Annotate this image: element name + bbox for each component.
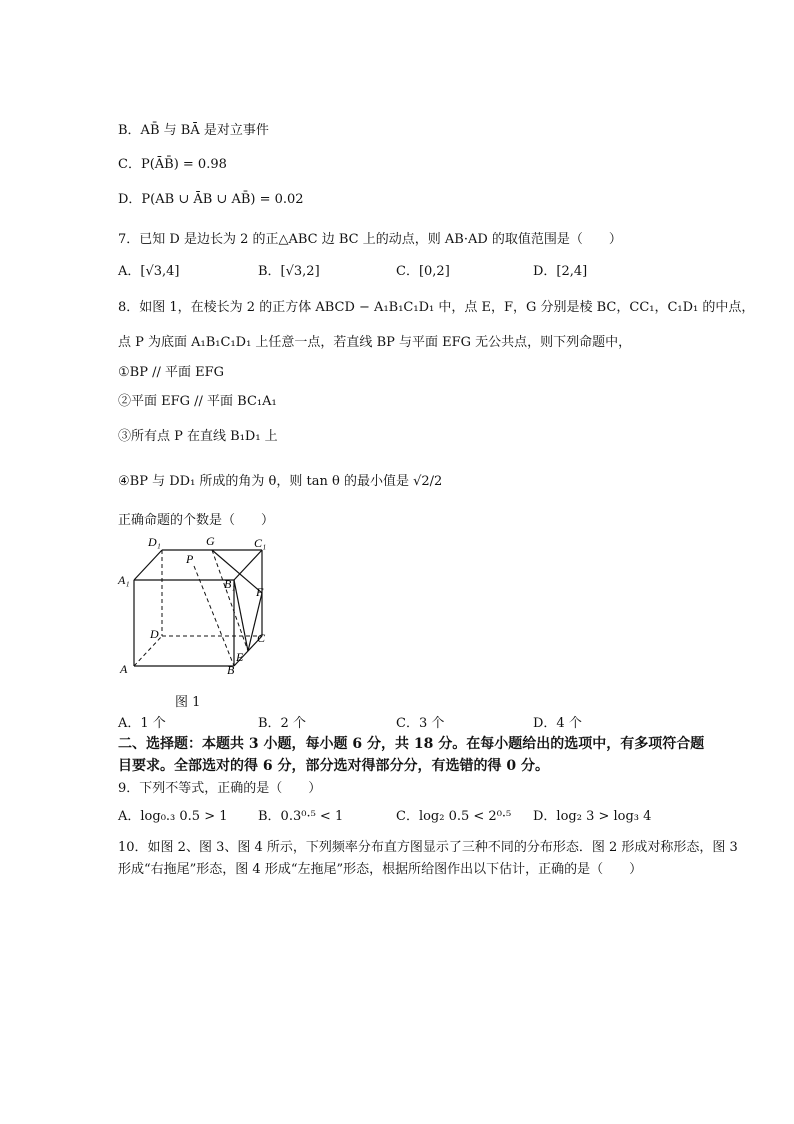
- label-g: G: [206, 534, 215, 548]
- q8-option-a: A．1 个: [118, 716, 166, 731]
- label-d: D: [150, 627, 159, 641]
- q6-option-b: B．AB̄ 与 BĀ 是对立事件: [118, 123, 269, 138]
- section2-heading-line1: 二、选择题：本题共 3 小题，每小题 6 分，共 18 分。在每小题给出的选项中，有多项符合题: [118, 736, 705, 752]
- q8-ask: 正确命题的个数是（ ）: [118, 513, 275, 528]
- label-p: P: [186, 552, 194, 566]
- q8-statement-1: ①BP // 平面 EFG: [118, 365, 225, 380]
- q9-option-c: C．log₂ 0.5 < 2⁰·⁵: [396, 809, 512, 824]
- q7-option-a: A．[√3,4]: [118, 264, 180, 279]
- edge-a1-d1: [134, 550, 162, 580]
- label-c1: C₁: [254, 536, 267, 550]
- q8-statement-3: ③所有点 P 在直线 B₁D₁ 上: [118, 429, 278, 444]
- label-b1: B₁: [224, 577, 236, 591]
- q8-statement-2: ②平面 EFG // 平面 BC₁A₁: [118, 394, 277, 409]
- q6-option-d: D．P(AB ∪ ĀB ∪ AB̄) = 0.02: [118, 192, 304, 207]
- q7-option-d: D．[2,4]: [533, 264, 588, 279]
- q8-option-b: B．2 个: [258, 716, 306, 731]
- q10-stem-line1: 10．如图 2、图 3、图 4 所示，下列频率分布直方图显示了三种不同的分布形态．图 2 形成对称形态，图 3: [118, 840, 738, 855]
- line-b1-e: [234, 580, 248, 651]
- q10-stem-line2: 形成“右拖尾”形态，图 4 形成“左拖尾”形态，根据所给图作出以下估计，正确的是（ ）: [118, 862, 643, 877]
- edge-b1-c1: [234, 550, 262, 580]
- label-f: F: [256, 585, 264, 599]
- q6-option-c: C．P(ĀB̄) = 0.98: [118, 157, 227, 172]
- q7-stem: 7．已知 D 是边长为 2 的正△ABC 边 BC 上的动点，则 AB·AD 的取值范围是（ ）: [118, 232, 622, 247]
- q7-option-b: B．[√3,2]: [258, 264, 320, 279]
- label-c: C: [257, 631, 266, 645]
- cube-figure: [112, 532, 282, 682]
- label-a1: A₁: [118, 573, 130, 587]
- q8-stem-line2: 点 P 为底面 A₁B₁C₁D₁ 上任意一点，若直线 BP 与平面 EFG 无公共点，则下列命题中，: [118, 335, 632, 350]
- label-b: B: [227, 663, 235, 677]
- label-a: A: [120, 662, 128, 676]
- q9-option-d: D．log₂ 3 > log₃ 4: [533, 809, 652, 824]
- q9-stem: 9．下列不等式，正确的是（ ）: [118, 781, 322, 796]
- q8-statement-4: ④BP 与 DD₁ 所成的角为 θ，则 tan θ 的最小值是 √2/2: [118, 474, 443, 489]
- q7-option-c: C．[0,2]: [396, 264, 450, 279]
- label-d1: D₁: [148, 535, 161, 549]
- q8-option-d: D．4 个: [533, 716, 582, 731]
- label-e: E: [236, 650, 244, 664]
- q9-option-b: B．0.3⁰·⁵ < 1: [258, 809, 344, 824]
- section2-heading-line2: 目要求。全部选对的得 6 分，部分选对得部分分，有选错的得 0 分。: [118, 758, 549, 774]
- q8-option-c: C．3 个: [396, 716, 445, 731]
- q9-option-a: A．log₀.₃ 0.5 > 1: [118, 809, 228, 824]
- figure-1-caption: 图 1: [175, 695, 201, 710]
- q8-stem-line1: 8．如图 1，在棱长为 2 的正方体 ABCD − A₁B₁C₁D₁ 中，点 E，F，G 分别是棱 BC，CC₁，C₁D₁ 的中点，: [118, 300, 755, 315]
